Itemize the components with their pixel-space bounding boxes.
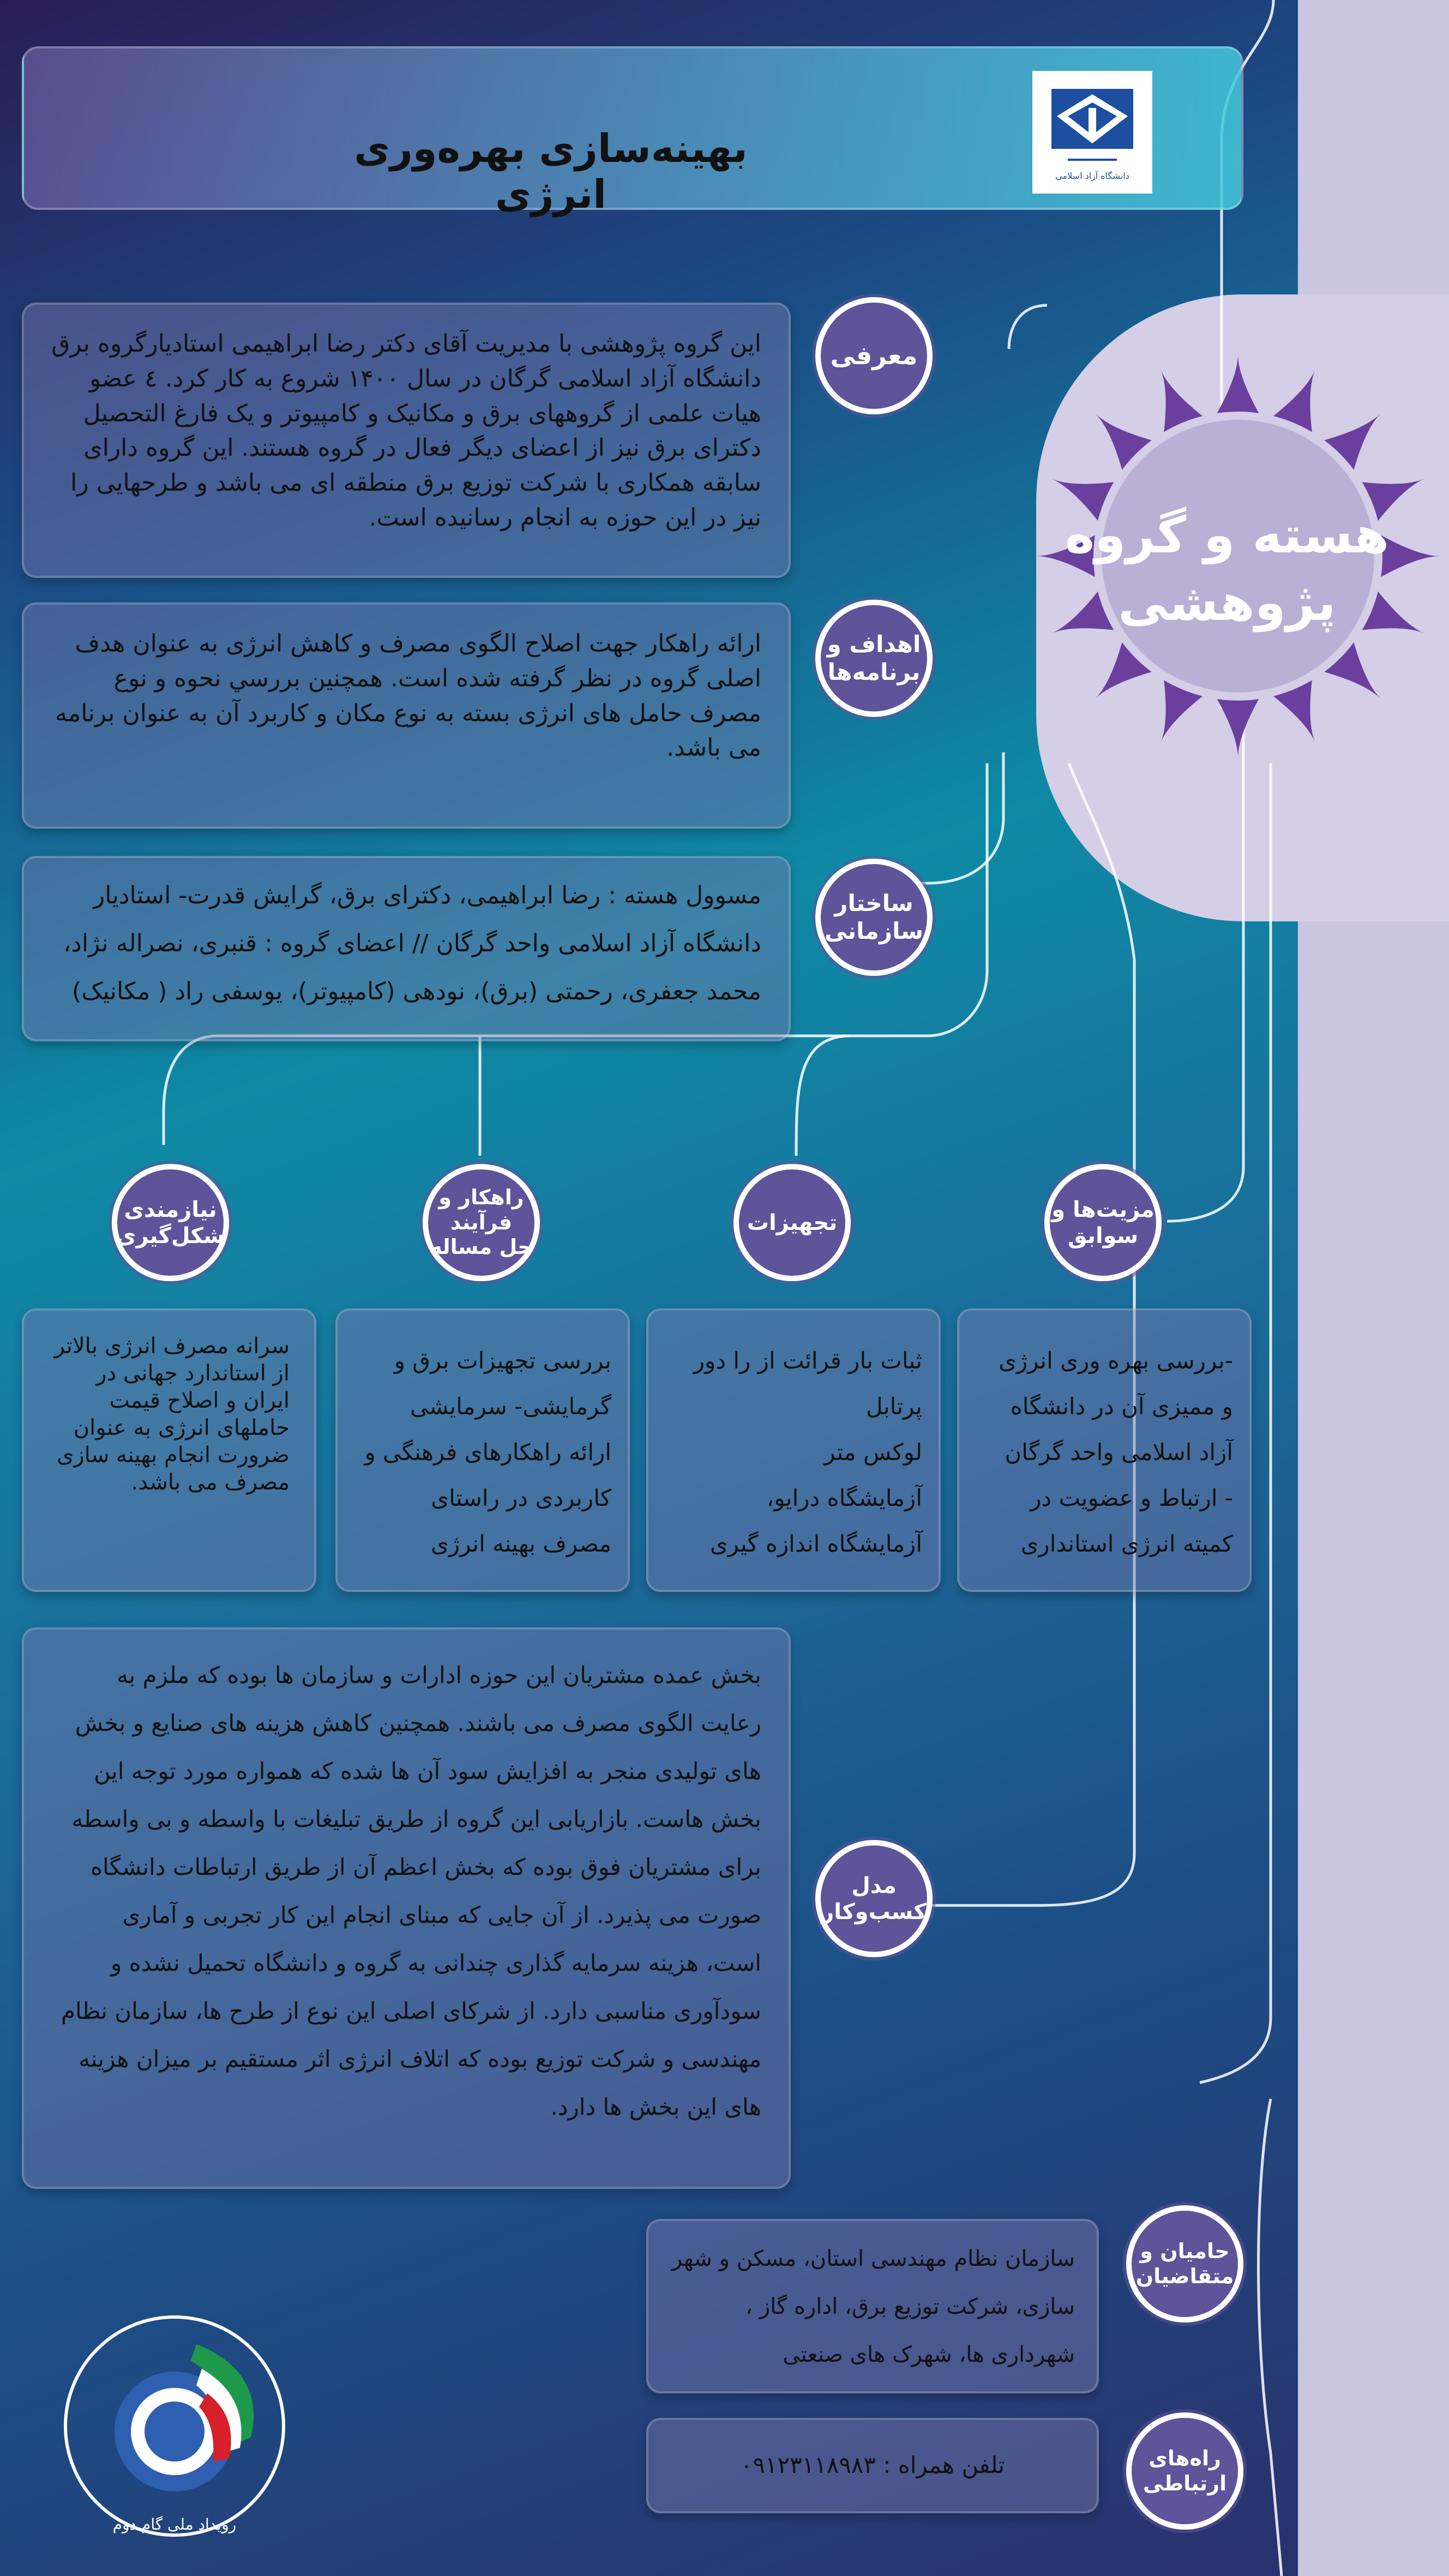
- goals-label-line1: اهداف و: [827, 631, 921, 658]
- business-label-line1: مدل: [851, 1873, 897, 1898]
- contact-label-line2: ارتباطی: [1143, 2471, 1227, 2495]
- advantages-circle: [1044, 1164, 1162, 1281]
- intro-box: [22, 303, 791, 578]
- contact-box: [646, 2418, 1099, 2513]
- business-line: های این بخش ها دارد.: [550, 2094, 761, 2120]
- equipment-label: تجهیزات: [747, 1210, 838, 1235]
- solution-line: مصرف بهینه انرژی: [431, 1530, 611, 1557]
- business-circle: [815, 1840, 933, 1957]
- solution-label-line2: فرآیند: [450, 1210, 513, 1234]
- advantages-line: -بررسی بهره وری انرژی: [999, 1347, 1233, 1374]
- structure-box: [22, 856, 791, 1041]
- sponsors-box: [646, 2219, 1099, 2393]
- goals-label-line2: برنامه‌ها: [827, 658, 921, 685]
- panel-title-line2: پژوهشی: [1118, 574, 1336, 632]
- emblem-arc-text: [33, 2252, 46, 2257]
- solution-line: کاربردی در راستای: [431, 1485, 611, 1511]
- solution-line: بررسی تجهیزات برق و: [394, 1347, 611, 1374]
- equipment-box: [646, 1308, 941, 1592]
- business-line: برای مشتریان فوق بوده که بخش اعظم آن از طریق ارتباطات دانشگاه: [90, 1854, 761, 1880]
- need-label-line1: نیازمندی: [124, 1197, 217, 1222]
- business-line: بخش عمده مشتریان این حوزه ادارات و سازمان ها بوده که ملزم به: [117, 1662, 761, 1688]
- contact-circle: [1126, 2412, 1243, 2530]
- sponsors-label-line2: متقاضیان: [1135, 2264, 1234, 2288]
- advantages-label-line2: سوابق: [1067, 1223, 1139, 1248]
- equipment-line: لوکس متر: [824, 1439, 922, 1465]
- business-line: بخش هاست. بازاریابی این گروه از طریق تبلیغات با واسطه و بی واسطه: [71, 1806, 761, 1832]
- solution-line: گرمایشی- سرمایشی: [410, 1393, 611, 1420]
- panel-title: [1053, 502, 1402, 637]
- business-box: [22, 1627, 791, 2189]
- equipment-line: پرتابل: [866, 1393, 922, 1420]
- page-title: بهینه‌سازی بهره‌وری انرژی: [354, 125, 748, 217]
- structure-circle: [815, 859, 933, 976]
- goals-circle: [815, 600, 933, 717]
- intro-text: این گروه پژوهشی با مدیریت آقای دکتر رضا ابراهیمی استادیارگروه برق دانشگاه آزاد اسلامی گرگان در سال ۱۴۰۰ شروع به کار کرد. ٤ عضو هیات علمی از گروههای برق و مکانیک و کامپیوتر و یک فارغ التحصیل دکترای برق نیز از اعضای دیگر فعال در گروه هستند. این گروه دارای سابقه همکاری با شرکت توزیع برق منطقه ای می باشد و طرحهایی را نیز در این حوزه به انجام رسانیده است.: [51, 330, 761, 532]
- equipment-line: آزمایشگاه اندازه گیری: [710, 1530, 922, 1557]
- intro-label: معرفی: [830, 340, 918, 370]
- advantages-line: و ممیزی آن در دانشگاه: [1010, 1393, 1233, 1420]
- panel-title-line1: هسته و گروه: [1065, 506, 1390, 564]
- svg-text:چهلمین سال تاسیس دانشگاه آزاد: [33, 2252, 46, 2257]
- intro-circle: [815, 297, 933, 414]
- structure-label-line2: سازمانی: [824, 917, 924, 944]
- logo-caption: دانشگاه آزاد اسلامی: [1055, 171, 1129, 181]
- advantages-line: آزاد اسلامی واحد گرگان: [1005, 1439, 1233, 1465]
- structure-line: دانشگاه آزاد اسلامی واحد گرگان // اعضای گروه : قنبری، نصراله نژاد،: [63, 930, 761, 957]
- sponsors-line: سازمان نظام مهندسی استان، مسکن و شهر: [671, 2246, 1075, 2271]
- business-line: های تولیدی منجر به افزایش سود آن ها شده که همواره مورد توجه این: [94, 1758, 761, 1784]
- equipment-circle: [733, 1164, 851, 1281]
- solution-label-line1: راهکار و: [438, 1185, 524, 1210]
- advantages-box: [957, 1308, 1252, 1592]
- phone-number[interactable]: تلفن همراه : ۰۹۱۲۳۱۱۸۹۸۳: [740, 2452, 1005, 2479]
- structure-label-line1: ساختار: [834, 890, 913, 917]
- goals-box: [22, 602, 791, 829]
- sponsors-label-line1: حامیان و: [1140, 2239, 1230, 2263]
- equipment-line: آزمایشگاه درایو،: [766, 1485, 922, 1511]
- need-box: [22, 1308, 316, 1592]
- business-line: مهندسی و شرکت توزیع بوده که اتلاف انرژی اثر مستقیم بر میزان هزینه: [79, 2046, 761, 2072]
- need-text: سرانه مصرف انرژی بالاتر از استاندارد جهانی در ایران و اصلاح قیمت حاملهای انرژی به عنوان ضرورت انجام بهینه سازی مصرف می باشد.: [54, 1334, 290, 1495]
- structure-line: محمد جعفری، رحمتی (برق)، نودهی (کامپیوتر)، یوسفی راد ( مکانیک): [71, 978, 761, 1005]
- business-line: سودآوری مناسبی دارد. از شرکای اصلی این نوع از طرح ها، سازمان نظام: [61, 1998, 761, 2024]
- anniversary-emblem: [33, 2252, 316, 2546]
- advantages-line: کمیته انرژی استانداری: [1020, 1530, 1233, 1557]
- emblem-bottom-text: رویداد ملی گام دوم: [112, 2515, 237, 2533]
- sponsors-line: شهرداری ها، شهرک های صنعتی: [783, 2342, 1075, 2367]
- business-line: است، هزینه سرمایه گذاری چندانی به گروه و دانشگاه تحمیل نشده و: [110, 1950, 761, 1976]
- need-circle: [112, 1164, 229, 1281]
- business-line: صورت می پذیرد. از آن جایی که مبنای انجام این کار تجربی و آماری: [122, 1902, 761, 1928]
- structure-line: مسوول هسته : رضا ابراهیمی، دکترای برق، گرایش قدرت- استادیار: [93, 882, 761, 909]
- solution-line: ارائه راهکارهای فرهنگی و: [364, 1439, 611, 1465]
- goals-text: ارائه راهکار جهت اصلاح الگوی مصرف و کاهش انرژی به عنوان هدف اصلی گروه در نظر گرفته شده است. همچنین بررسي نحوه و نوع مصرف حامل های انرژی بسته به نوع مکان و کاربرد آن به عنوان برنامه می باشد.: [55, 630, 761, 762]
- solution-circle: [423, 1164, 540, 1281]
- equipment-line: ثبات بار قرائت از را دور: [693, 1347, 922, 1374]
- business-line: رعایت الگوی مصرف می باشند. همچنین کاهش هزینه های صنایع و بخش: [75, 1710, 761, 1736]
- flower-petal: [1216, 696, 1261, 758]
- sponsors-circle: [1126, 2205, 1243, 2322]
- need-label-line2: شکل‌گیری: [116, 1223, 225, 1248]
- advantages-label-line1: مزیت‌ها و: [1051, 1197, 1155, 1222]
- contact-label-line1: راه‌های: [1149, 2446, 1221, 2470]
- solution-box: [335, 1308, 630, 1592]
- university-logo: [1032, 71, 1152, 194]
- advantages-line: - ارتباط و عضویت در: [1030, 1485, 1233, 1511]
- sponsors-line: سازی، شرکت توزیع برق، اداره گاز ،: [745, 2294, 1075, 2319]
- solution-label-line3: حل مساله: [430, 1235, 533, 1259]
- business-label-line2: کسب‌وکار: [821, 1899, 927, 1925]
- flower-petal: [1216, 354, 1261, 416]
